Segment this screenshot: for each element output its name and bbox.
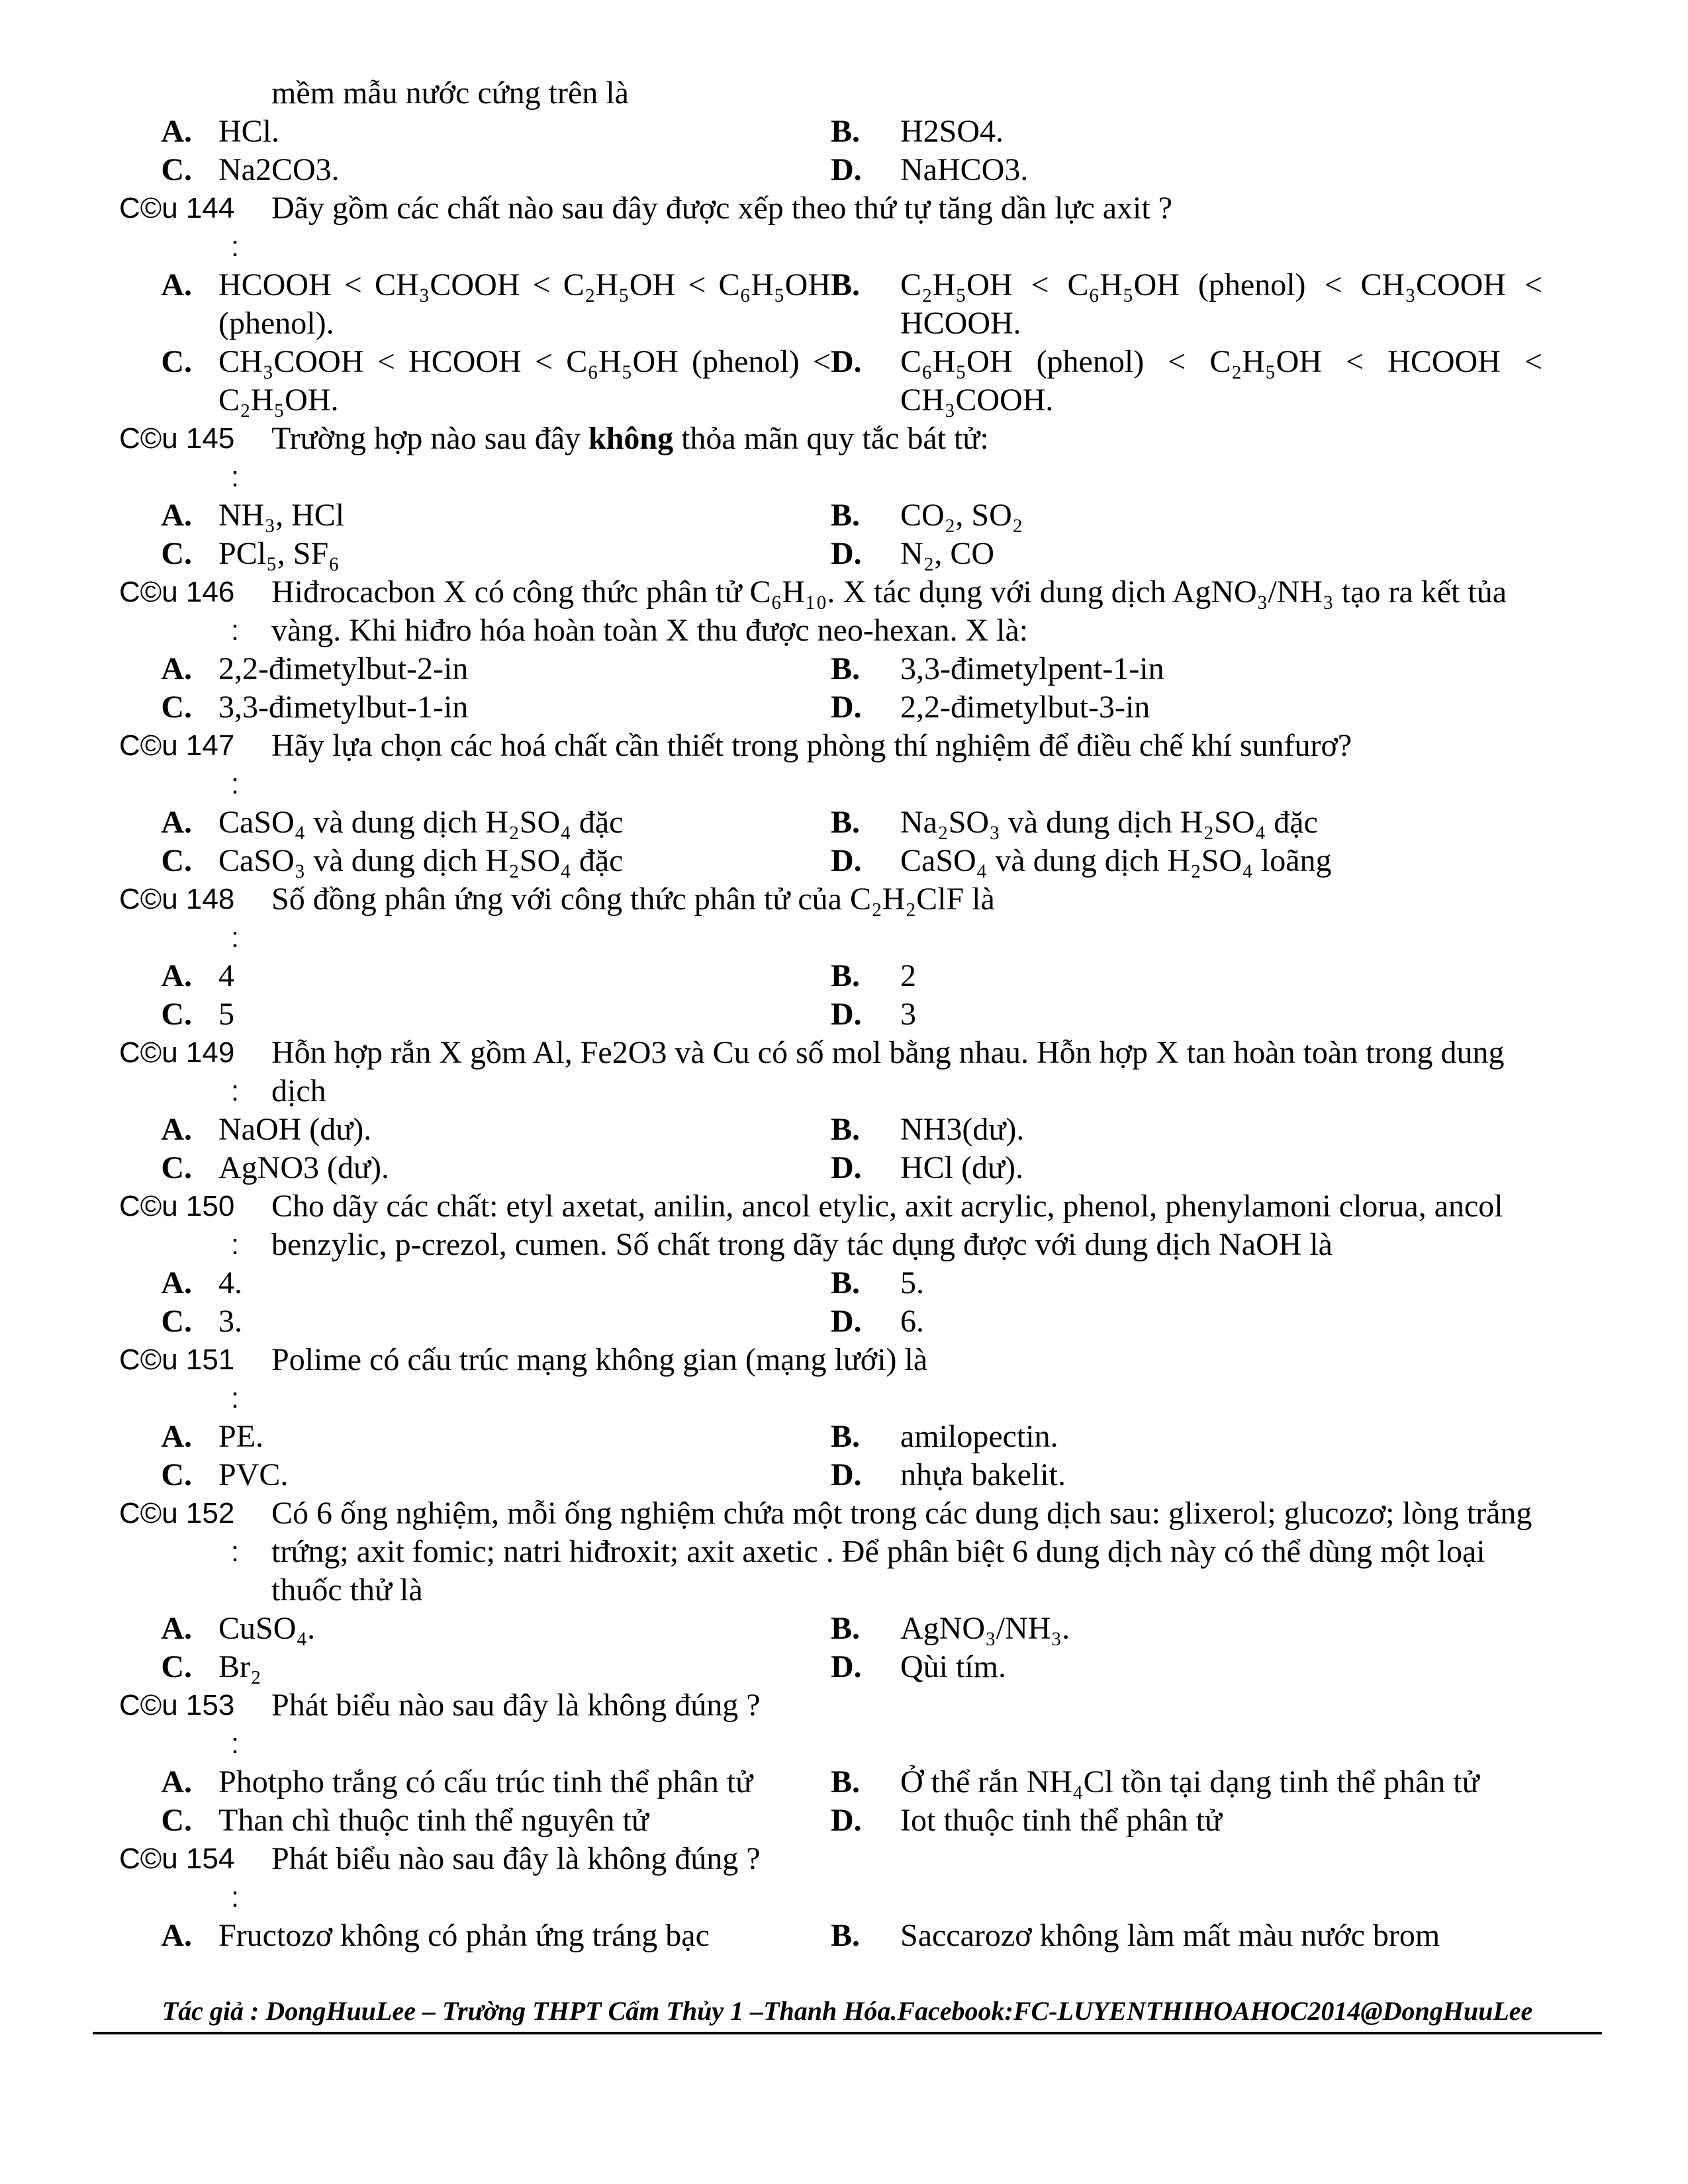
question-number: C©u 150 [119,1190,235,1222]
answer-option [831,151,1542,189]
answer-text: Na2CO3. [218,152,340,187]
answer-text: HCOOH < CH₃COOH < C₂H₅OH < C₆H₅OH (phenol). [218,267,831,341]
answer-letter: A. [161,114,192,149]
question-colon: : [230,1727,240,1760]
answer-text: AgNO₃/NH₃. [900,1611,1070,1646]
answer-text: HCl. [218,114,280,149]
question-text: trứng; axit fomic; natri hiđroxit; axit axetic . Để phân biệt 6 dung dịch này có thể dùng một loại [271,1534,1485,1569]
answer-row [119,803,1602,842]
answer-row [119,113,1602,151]
answer-letter: C. [161,1457,192,1492]
answer-option [831,496,1542,535]
answer-text: 2 [900,958,916,993]
question-header [119,573,1602,612]
question-header [119,1187,1602,1226]
question-list [119,74,1602,1955]
answer-row [119,1302,1602,1341]
answer-letter: B. [831,498,861,533]
page-footer: Tác giả : DongHuuLee – Trường THPT Cẩm Thủy 1 –Thanh Hóa.Facebook:FC-LUYENTHIHOAHOC2014@DongHuuLee [162,1996,1533,2026]
question-text: benzylic, p-crezol, cumen. Số chất trong dãy tác dụng được với dung dịch NaOH là [271,1227,1333,1262]
answer-option [831,1111,1542,1149]
question-colon-row [119,1725,1602,1763]
answer-option [831,113,1542,151]
answer-option [119,650,831,688]
answer-option [119,1610,831,1648]
answer-letter: D. [831,1150,862,1185]
answer-letter: B. [831,1611,861,1646]
answer-option [119,266,831,343]
answer-text: 5 [218,997,234,1032]
answer-option [831,688,1542,727]
answer-text: CO₂, SO₂ [900,498,1023,533]
answer-option [831,803,1542,842]
answer-text: 2,2-đimetylbut-3-in [900,690,1150,725]
answer-row [119,688,1602,727]
answer-text: PE. [218,1419,264,1454]
answer-option [119,1149,831,1187]
answer-letter: A. [161,1611,192,1646]
question-text: Số đồng phân ứng với công thức phân tử của C₂H₂ClF là [271,882,995,917]
question-number: C©u 151 [119,1343,235,1376]
question-text: Phát biểu nào sau đây là không đúng ? [271,1688,761,1723]
question-header [119,1494,1602,1533]
answer-text: Fructozơ không có phản ứng tráng bạc [218,1918,710,1953]
answer-row [119,1610,1602,1648]
answer-option [119,1302,831,1341]
answer-letter: D. [831,997,862,1032]
answer-option [831,1149,1542,1187]
answer-option [831,842,1542,880]
answer-text: H2SO4. [900,114,1004,149]
question-colon-row [119,765,1602,803]
answer-letter: A. [161,651,192,686]
answer-text: 3 [900,997,916,1032]
continued-question-text: mềm mẫu nước cứng trên là [271,75,629,111]
answer-text: NH₃, HCl [218,498,345,533]
question-colon: : [230,1881,240,1913]
question-number: C©u 154 [119,1843,235,1875]
answer-letter: D. [831,1304,862,1339]
answer-text: Na₂SO₃ và dung dịch H₂SO₄ đặc [900,805,1318,840]
answer-letter: D. [831,1803,862,1838]
answer-text: NH3(dư). [900,1112,1025,1147]
answer-option [831,650,1542,688]
answer-option [831,1264,1542,1302]
answer-option [831,1610,1542,1648]
answer-row [119,842,1602,880]
answer-letter: D. [831,1649,862,1684]
question-colon: : [230,921,240,954]
answer-letter: B. [831,1764,861,1799]
answer-letter: B. [831,267,861,302]
answer-text: Iot thuộc tinh thể phân tử [900,1803,1222,1838]
answer-letter: C. [161,690,192,725]
question-continuation [119,612,1602,650]
answer-letter: B. [831,805,861,840]
answer-row [119,151,1602,189]
question-colon: : [230,768,240,800]
question-text: dịch [271,1073,326,1109]
question-number: C©u 145 [119,422,235,455]
answer-letter: B. [831,1112,861,1147]
answer-row [119,957,1602,995]
answer-letter: A. [161,498,192,533]
question-text: Có 6 ống nghiệm, mỗi ống nghiệm chứa một trong các dung dịch sau: glixerol; glucozơ; lòng trắng [271,1496,1532,1531]
question-colon: : [230,1382,240,1414]
question-header [119,189,1602,228]
answer-letter: D. [831,152,862,187]
answer-text: AgNO3 (dư). [218,1150,389,1185]
answer-text: Br₂ [218,1649,261,1684]
question-continuation: thuốc thử là [271,1572,423,1608]
answer-row [119,343,1602,420]
answer-option [831,1456,1542,1494]
question-colon: : [230,230,240,263]
answer-letter: C. [161,997,192,1032]
question-header [119,420,1602,458]
answer-option [119,995,831,1034]
question-number: C©u 144 [119,192,235,224]
answer-row [119,1917,1602,1955]
question-header [119,1840,1602,1878]
question-colon: : [230,1228,240,1261]
question-number: C©u 149 [119,1036,235,1069]
question-text-part: thỏa mãn quy tắc bát tử: [673,421,989,456]
answer-letter: C. [161,843,192,878]
answer-text: 3,3-đimetylpent-1-in [900,651,1164,686]
answer-text: CaSO₄ và dung dịch H₂SO₄ loãng [900,843,1332,878]
answer-option [119,113,831,151]
answer-text: CaSO₄ và dung dịch H₂SO₄ đặc [218,805,624,840]
answer-letter: A. [161,1419,192,1454]
answer-option [119,1648,831,1686]
answer-option [119,343,831,420]
answer-letter: C. [161,1803,192,1838]
answer-row [119,1264,1602,1302]
answer-letter: B. [831,651,861,686]
answer-text: nhựa bakelit. [900,1457,1066,1492]
answer-option [831,343,1542,420]
question-text: Dãy gồm các chất nào sau đây được xếp theo thứ tự tăng dần lực axit ? [271,191,1172,226]
answer-row [119,995,1602,1034]
answer-letter: A. [161,958,192,993]
answer-row [119,1801,1602,1840]
question-colon: : [230,1535,240,1568]
answer-text: CuSO₄. [218,1611,316,1646]
answer-option [831,1648,1542,1686]
answer-row [119,1111,1602,1149]
answer-option [831,957,1542,995]
question-continuation [119,1072,1602,1111]
question-number: C©u 152 [119,1497,235,1529]
answer-option [119,1111,831,1149]
answer-text: amilopectin. [900,1419,1058,1454]
answer-letter: A. [161,1265,192,1300]
footer-divider [93,2032,1602,2034]
answer-letter: C. [161,1150,192,1185]
answer-text: HCl (dư). [900,1150,1023,1185]
question-continuation [119,1226,1602,1264]
answer-row [119,266,1602,343]
answer-letter: D. [831,1457,862,1492]
answer-text: NaOH (dư). [218,1112,372,1147]
answer-row [119,1456,1602,1494]
answer-option [831,995,1542,1034]
question-header [119,727,1602,765]
question-colon-row [119,1878,1602,1917]
answer-option [119,535,831,573]
answer-text: 4. [218,1265,242,1300]
answer-letter: B. [831,1918,861,1953]
answer-letter: C. [161,1304,192,1339]
answer-letter: B. [831,958,861,993]
answer-text: CH₃COOH < HCOOH < C₆H₅OH (phenol) < C₂H₅OH. [218,344,831,418]
answer-text: 6. [900,1304,924,1339]
question-text: Hiđrocacbon X có công thức phân tử C₆H₁₀. X tác dụng với dung dịch AgNO₃/NH₃ tạo ra kết tủa [271,574,1507,610]
question-colon-row [119,919,1602,957]
answer-text: Ở thể rắn NH₄Cl tồn tại dạng tinh thể phân tử [900,1764,1479,1799]
answer-text: C₂H₅OH < C₆H₅OH (phenol) < CH₃COOH < HCOOH. [900,267,1542,341]
question-text: Phát biểu nào sau đây là không đúng ? [271,1841,761,1876]
question-header [119,1341,1602,1379]
answer-row [119,1418,1602,1456]
answer-text: 4 [218,958,234,993]
answer-text: Than chì thuộc tinh thể nguyên tử [218,1803,649,1838]
question-colon: : [230,614,240,647]
answer-option [831,1418,1542,1456]
answer-option [119,842,831,880]
answer-row [119,1763,1602,1801]
answer-option [831,535,1542,573]
answer-text: Qùi tím. [900,1649,1007,1684]
question-text [271,420,1602,458]
answer-letter: A. [161,1918,192,1953]
answer-letter: B. [831,1265,861,1300]
answer-text: 5. [900,1265,924,1300]
answer-text: CaSO₃ và dung dịch H₂SO₄ đặc [218,843,624,878]
question-text: Polime có cấu trúc mạng không gian (mạng lưới) là [271,1342,928,1377]
answer-option [119,1763,831,1801]
answer-row [119,496,1602,535]
question-colon: : [230,461,240,493]
answer-letter: A. [161,1764,192,1799]
answer-row [119,1149,1602,1187]
answer-option [119,803,831,842]
question-text: Hãy lựa chọn các hoá chất cần thiết trong phòng thí nghiệm để điều chế khí sunfurơ? [271,728,1352,763]
answer-letter: C. [161,1649,192,1684]
answer-letter: D. [831,690,862,725]
answer-letter: C. [161,536,192,571]
answer-option [831,1917,1542,1955]
answer-letter: D. [831,344,862,379]
answer-text: 2,2-đimetylbut-2-in [218,651,469,686]
answer-option [119,1917,831,1955]
answer-row [119,535,1602,573]
question-text: Hỗn hợp rắn X gồm Al, Fe2O3 và Cu có số mol bằng nhau. Hỗn hợp X tan hoàn toàn trong dung [271,1035,1505,1070]
answer-letter: A. [161,267,192,302]
answer-text: N₂, CO [900,536,995,571]
question-continuation [119,1533,1602,1571]
answer-text: C₆H₅OH (phenol) < C₂H₅OH < HCOOH < CH₃COOH. [900,344,1542,418]
question-colon-row [119,458,1602,496]
question-text: Cho dãy các chất: etyl axetat, anilin, ancol etylic, axit acrylic, phenol, phenylamoni clorua, ancol [271,1189,1503,1224]
question-text: vàng. Khi hiđro hóa hoàn toàn X thu được neo-hexan. X là: [271,613,1029,648]
answer-row [119,1648,1602,1686]
question-header [119,1686,1602,1725]
answer-letter: D. [831,536,862,571]
answer-option [119,1456,831,1494]
answer-letter: B. [831,114,861,149]
question-number: C©u 146 [119,576,235,608]
answer-option [119,957,831,995]
question-number: C©u 147 [119,729,235,762]
answer-text: PCl₅, SF₆ [218,536,340,571]
answer-option [831,266,1542,343]
answer-row [119,650,1602,688]
answer-option [119,688,831,727]
answer-option [119,1264,831,1302]
answer-letter: C. [161,152,192,187]
question-colon-row [119,1379,1602,1418]
question-number: C©u 153 [119,1689,235,1721]
answer-letter: A. [161,1112,192,1147]
answer-letter: B. [831,1419,861,1454]
answer-letter: C. [161,344,192,379]
answer-option [119,1801,831,1840]
answer-text: 3. [218,1304,242,1339]
answer-text: PVC. [218,1457,289,1492]
answer-text: NaHCO3. [900,152,1029,187]
answer-option [831,1302,1542,1341]
answer-option [119,151,831,189]
answer-text: 3,3-đimetylbut-1-in [218,690,469,725]
answer-option [119,496,831,535]
question-header [119,880,1602,919]
question-header [119,1034,1602,1072]
answer-text: Photpho trắng có cấu trúc tinh thể phân tử [218,1764,753,1799]
answer-text: Saccarozơ không làm mất màu nước brom [900,1918,1440,1953]
answer-letter: D. [831,843,862,878]
answer-option [831,1763,1542,1801]
emphasis-text: không [588,421,674,456]
answer-option [831,1801,1542,1840]
answer-option [119,1418,831,1456]
question-colon: : [230,1075,240,1107]
question-text-part: Trường hợp nào sau đây [271,421,588,456]
question-colon-row [119,228,1602,266]
answer-letter: A. [161,805,192,840]
question-number: C©u 148 [119,883,235,915]
